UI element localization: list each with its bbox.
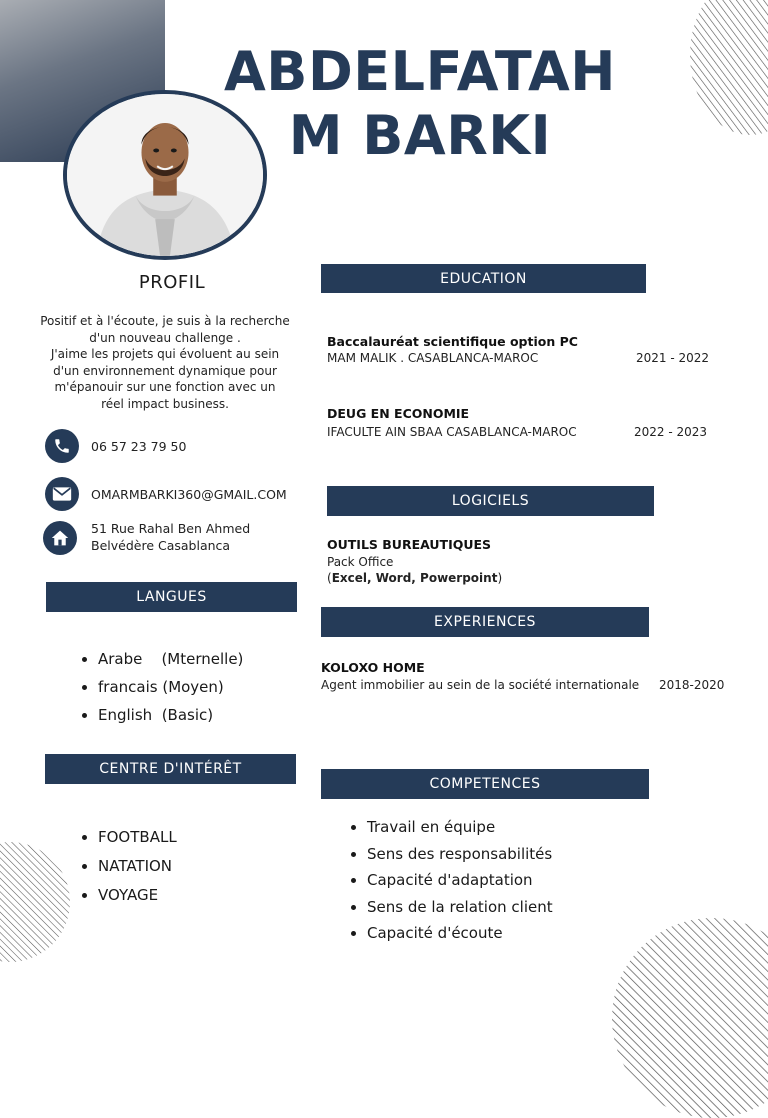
interets-list [78, 823, 278, 910]
name-line-1: ABDELFATAH [224, 40, 616, 103]
list-item: • English (Basic) [98, 701, 298, 729]
education-years: 2021 - 2022 [636, 351, 710, 365]
logiciels-category: OUTILS BUREAUTIQUES [327, 537, 492, 552]
decorative-hatched-circle [612, 918, 768, 1118]
list-item: • VOYAGE [98, 881, 278, 910]
profile-text-line: réel impact business. [101, 396, 229, 411]
experience-company: KOLOXO HOME [321, 660, 425, 675]
competences-list [347, 814, 627, 947]
list-item: • Travail en équipe [367, 814, 627, 841]
competences-heading-bar [321, 769, 649, 799]
profile-text-line: d'un nouveau challenge . [89, 330, 241, 345]
list-item: • Arabe (Mternelle) [98, 645, 298, 673]
decorative-hatched-circle [0, 842, 70, 962]
langues-heading-bar [46, 582, 297, 612]
interets-heading: CENTRE D'INTÉRÊT [99, 761, 242, 777]
profile-text-line: m'épanouir sur une fonction avec un [54, 380, 276, 394]
education-heading: EDUCATION [440, 270, 527, 287]
langues-list [78, 645, 298, 729]
list-item: • francais (Moyen) [98, 673, 298, 701]
profile-text-line: J'aime les projets qui évoluent au sein [50, 347, 280, 361]
logiciels-item: Pack Office [327, 555, 394, 569]
logiciels-detail: (Excel, Word, Powerpoint) [327, 571, 503, 585]
education-school: MAM MALIK . CASABLANCA-MAROC [327, 351, 539, 365]
list-item: • Capacité d'écoute [367, 920, 627, 947]
email-address: OMARMBARKI360@GMAIL.COM [91, 487, 287, 502]
list-item: • Sens de la relation client [367, 894, 627, 921]
envelope-icon [45, 477, 79, 511]
experiences-heading: EXPERIENCES [434, 614, 536, 630]
education-school: IFACULTE AIN SBAA CASABLANCA-MAROC [327, 425, 577, 439]
profile-heading: PROFIL [138, 272, 206, 293]
profile-text-line: d'un environnement dynamique pour [53, 363, 277, 378]
address-line: 51 Rue Rahal Ben Ahmed [91, 521, 251, 536]
phone-number: 06 57 23 79 50 [91, 439, 187, 454]
decorative-hatched-circle [690, 0, 768, 135]
experience-years: 2018-2020 [659, 678, 725, 692]
list-item: • Sens des responsabilités [367, 841, 627, 868]
langues-heading: LANGUES [136, 589, 207, 605]
list-item: • FOOTBALL [98, 823, 278, 852]
interets-heading-bar [45, 754, 296, 784]
profile-text [30, 313, 300, 412]
experience-description: Agent immobilier au sein de la société internationale [321, 678, 640, 692]
list-item: • Capacité d'adaptation [367, 867, 627, 894]
address [91, 520, 250, 554]
logiciels-heading-bar [327, 486, 654, 516]
competences-heading: COMPETENCES [429, 776, 541, 792]
education-heading-bar [321, 264, 646, 293]
phone-icon [45, 429, 79, 463]
profile-text-line: Positif et à l'écoute, je suis à la recherche [40, 314, 290, 328]
name-line-2: M BARKI [288, 104, 552, 167]
address-line: Belvédère Casablanca [91, 538, 231, 553]
experiences-heading-bar [321, 607, 649, 637]
education-degree: Baccalauréat scientifique option PC [327, 334, 578, 349]
education-years: 2022 - 2023 [634, 425, 708, 439]
home-icon [43, 521, 77, 555]
logiciels-heading: LOGICIELS [451, 493, 530, 509]
list-item: • NATATION [98, 852, 278, 881]
education-degree: DEUG EN ECONOMIE [327, 406, 470, 421]
candidate-name [220, 40, 620, 168]
